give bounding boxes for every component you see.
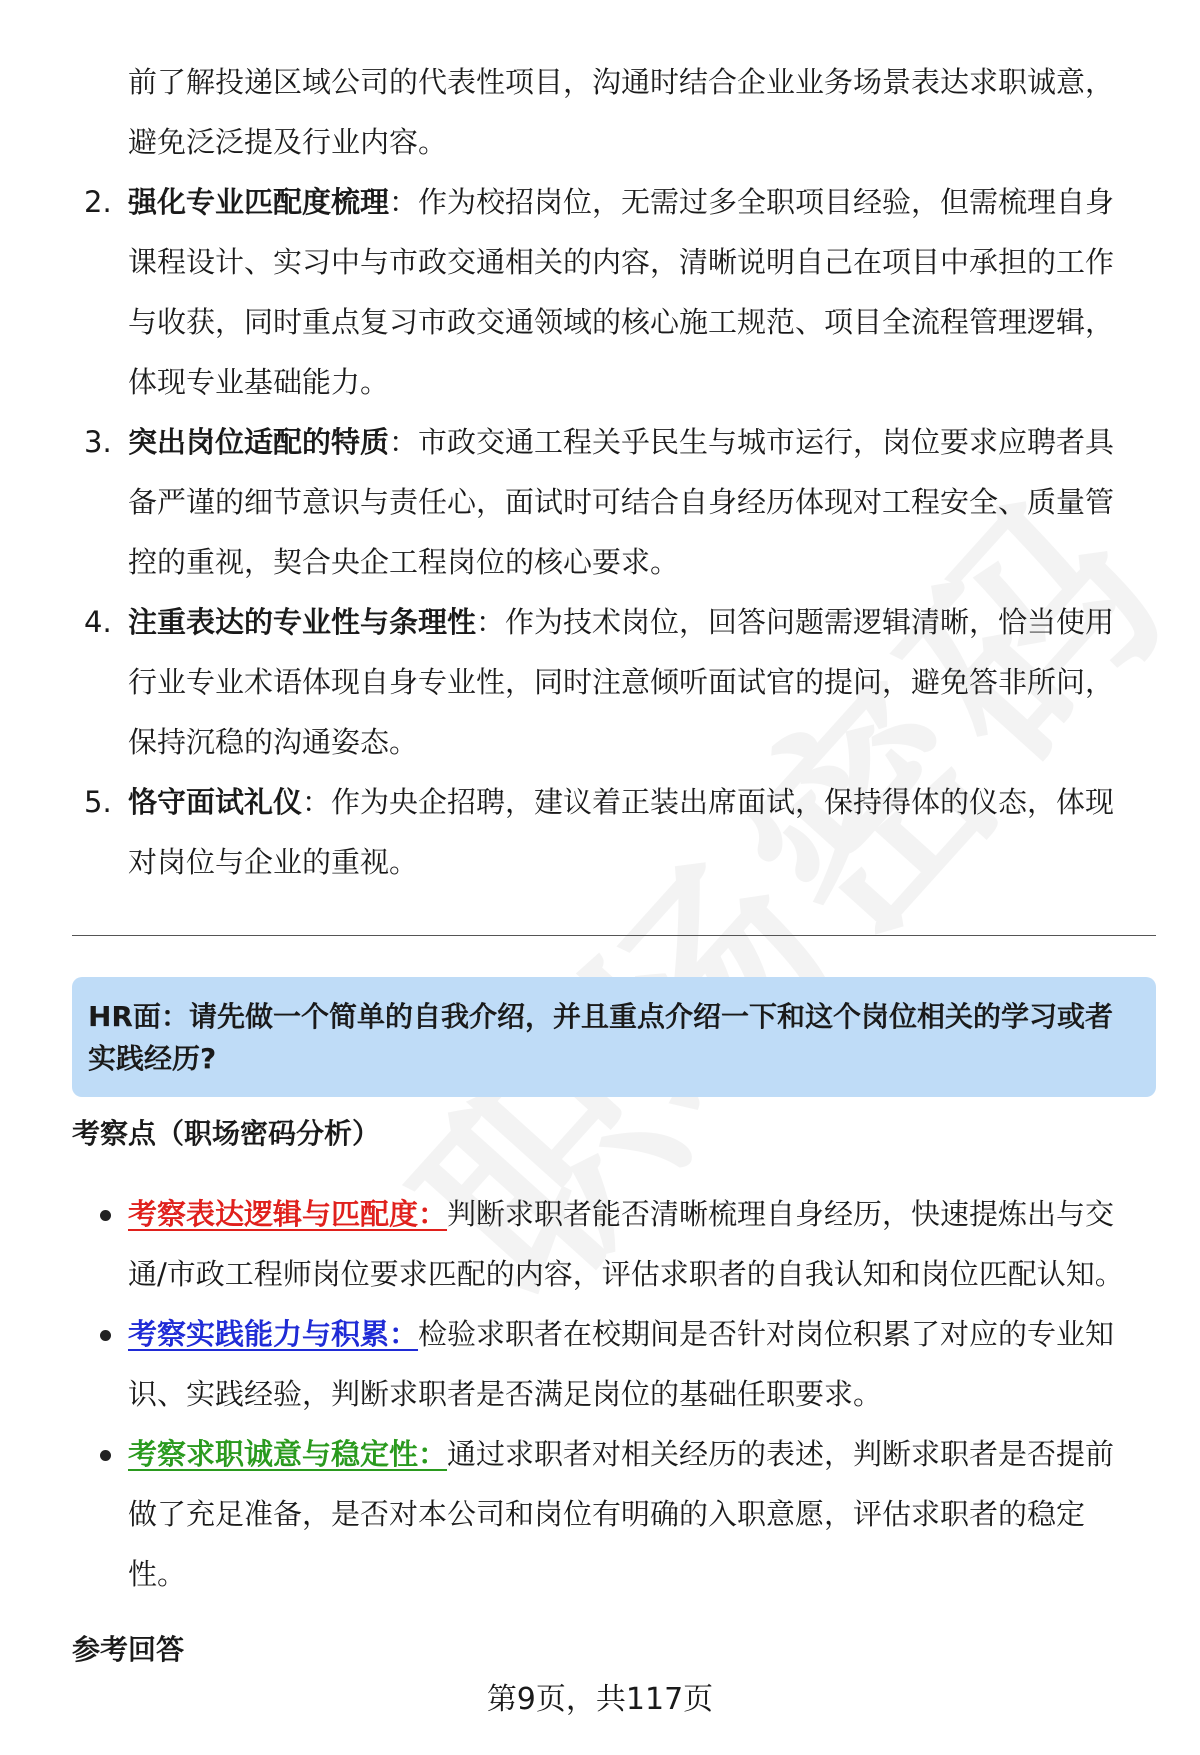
item-number: 3. — [84, 425, 112, 459]
list-item — [84, 772, 1138, 892]
page-footer: 第9页，共117页 — [486, 1682, 714, 1717]
item-number: 5. — [84, 785, 112, 819]
continuation-paragraph: 前了解投递区域公司的代表性项目，沟通时结合企业业务场景表达求职诚意，避免泛泛提及行业内容。 — [128, 65, 1115, 159]
item-title: 强化专业匹配度梳理 — [128, 185, 390, 219]
item-title: 恪守面试礼仪 — [128, 785, 303, 819]
bullet-icon — [100, 1210, 111, 1221]
item-title: 注重表达的专业性与条理性 — [128, 605, 477, 639]
reference-heading: 参考回答 — [72, 1633, 185, 1666]
item-text: 市政交通工程关乎民生与城市运行，岗位要求应聘者具备严谨的细节意识与责任心，面试时可结合自身经历体现对工程安全、质量管控的重视，契合央企工程岗位的核心要求。 — [128, 425, 1115, 579]
item-text: 作为央企招聘，建议着正装出席面试，保持得体的仪态，体现对岗位与企业的重视。 — [128, 785, 1115, 879]
bullet-icon — [100, 1330, 111, 1341]
item-separator: ： — [389, 185, 419, 219]
item-separator: ： — [389, 425, 419, 459]
item-number: 4. — [84, 605, 112, 639]
list-item — [84, 412, 1138, 592]
item-separator: ： — [476, 605, 506, 639]
point-title: 考察实践能力与积累： — [128, 1317, 419, 1351]
tips-list — [84, 172, 1138, 892]
item-number: 2. — [84, 185, 112, 219]
item-text: 作为技术岗位，回答问题需逻辑清晰，恰当使用行业专业术语体现自身专业性，同时注意倾听面试官的提问，避免答非所问，保持沉稳的沟通姿态。 — [128, 605, 1115, 759]
point-title: 考察求职诚意与稳定性： — [128, 1437, 448, 1471]
interview-question: HR面：请先做一个简单的自我介绍，并且重点介绍一下和这个岗位相关的学习或者实践经历? — [88, 1000, 1113, 1075]
point-title: 考察表达逻辑与匹配度： — [128, 1197, 448, 1231]
point-text: 通过求职者对相关经历的表述，判断求职者是否提前做了充足准备，是否对本公司和岗位有明确的入职意愿，评估求职者的稳定性。 — [128, 1437, 1115, 1591]
section-divider — [72, 935, 1156, 936]
question-box — [72, 977, 1156, 1097]
analysis-heading: 考察点（职场密码分析） — [72, 1117, 381, 1150]
analysis-points — [84, 1184, 1138, 1604]
bullet-icon — [100, 1450, 111, 1461]
list-item — [84, 1304, 1138, 1424]
item-text: 作为校招岗位，无需过多全职项目经验，但需梳理自身课程设计、实习中与市政交通相关的内容，清晰说明自己在项目中承担的工作与收获，同时重点复习市政交通领域的核心施工规范、项目全流程管理逻辑，体现专业基础能力。 — [128, 185, 1115, 399]
list-item — [84, 592, 1138, 772]
list-item — [84, 1424, 1138, 1604]
list-item — [84, 1184, 1138, 1304]
item-separator: ： — [302, 785, 332, 819]
point-text: 判断求职者能否清晰梳理自身经历，快速提炼出与交通/市政工程师岗位要求匹配的内容，评估求职者的自我认知和岗位匹配认知。 — [128, 1197, 1124, 1291]
item-title: 突出岗位适配的特质 — [128, 425, 390, 459]
point-text: 检验求职者在校期间是否针对岗位积累了对应的专业知识、实践经验，判断求职者是否满足岗位的基础任职要求。 — [128, 1317, 1115, 1411]
list-item — [84, 172, 1138, 412]
